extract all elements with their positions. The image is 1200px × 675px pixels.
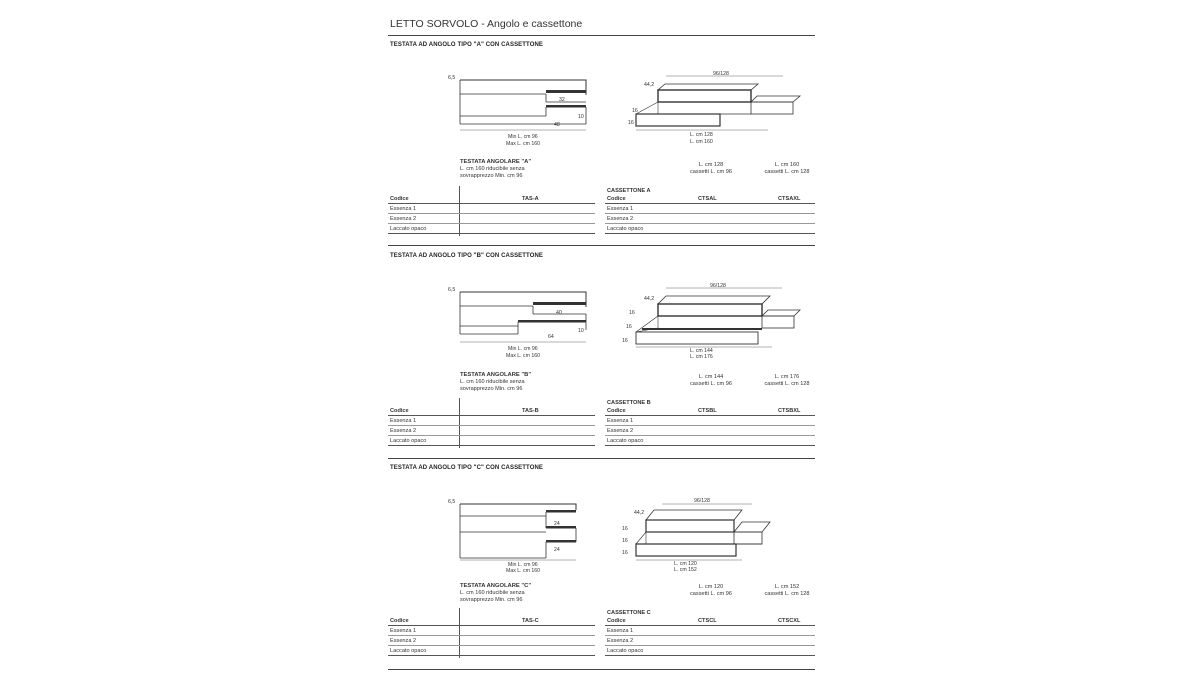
caption-title: TESTATA ANGOLARE "C" <box>460 583 532 589</box>
caption-line: L. cm 160 riducibile senza <box>460 166 525 172</box>
row-label: Laccato opaco <box>390 438 427 444</box>
dim-label: 44,2 <box>644 296 655 302</box>
dim-label: 16 <box>629 310 635 316</box>
code-tables <box>388 186 815 236</box>
row-label: Laccato opaco <box>607 438 644 444</box>
dim-label: 16 <box>622 550 628 556</box>
cassettone-size-2 <box>752 374 822 388</box>
dim-label: 48 <box>554 122 560 128</box>
row-label: Laccato opaco <box>607 226 644 232</box>
section-heading: TESTATA AD ANGOLO TIPO "C" CON CASSETTONE <box>390 465 544 471</box>
dim-label: 96/128 <box>710 283 726 289</box>
headboard-caption <box>460 583 531 604</box>
row-label: Essenza 1 <box>607 628 634 634</box>
row-label: Essenza 2 <box>607 638 634 644</box>
caption-line: sovrapprezzo Min. cm 96 <box>460 597 523 603</box>
size-line: cassetti L. cm 128 <box>764 381 810 387</box>
headboard-c-drawing <box>448 496 588 576</box>
dim-label: L. cm 160 <box>690 139 713 145</box>
row-label: Laccato opaco <box>390 648 427 654</box>
headboard-caption <box>460 159 531 180</box>
dim-label: 10 <box>578 114 584 120</box>
section-rule <box>388 245 815 246</box>
caption-line: sovrapprezzo Min. cm 96 <box>460 386 523 392</box>
size-line: L. cm 120 <box>698 584 724 590</box>
cassettone-label: CASSETTONE B <box>607 400 651 406</box>
table-header: Codice <box>607 618 626 624</box>
row-label: Essenza 1 <box>390 628 417 634</box>
dim-label: Max L. cm 160 <box>506 141 541 147</box>
size-line: L. cm 152 <box>774 584 800 590</box>
product-code: CTSAL <box>698 196 717 202</box>
section-rule <box>388 458 815 459</box>
table-header: Codice <box>390 196 409 202</box>
cassettone-b-drawing <box>622 280 808 364</box>
product-code: TAS-C <box>522 618 539 624</box>
dim-label: 16 <box>626 324 632 330</box>
page-title: LETTO SORVOLO - Angolo e cassettone <box>390 18 583 30</box>
table-header: Codice <box>607 196 626 202</box>
product-code: TAS-B <box>522 408 539 414</box>
product-code: CTSCXL <box>778 618 801 624</box>
cassettone-label: CASSETTONE A <box>607 188 651 194</box>
dim-label: Max L. cm 160 <box>506 568 541 574</box>
dim-label: 16 <box>622 538 628 544</box>
code-tables <box>388 608 815 658</box>
size-line: L. cm 176 <box>774 374 800 380</box>
dim-label: L. cm 176 <box>690 354 713 360</box>
dim-label: 44,2 <box>634 510 645 516</box>
size-line: cassetti L. cm 96 <box>690 591 732 597</box>
dim-label: 64 <box>548 334 554 340</box>
dim-label: 40 <box>556 310 562 316</box>
size-line: cassetti L. cm 96 <box>690 169 732 175</box>
dim-label: Min L. cm 96 <box>508 346 538 352</box>
row-label: Essenza 2 <box>390 638 417 644</box>
cassettone-size-1 <box>676 162 746 176</box>
dim-label: 24 <box>554 547 560 553</box>
cassettone-size-2 <box>752 162 822 176</box>
headboard-caption <box>460 372 531 393</box>
table-header: Codice <box>607 408 626 414</box>
code-tables <box>388 398 815 448</box>
dim-label: 16 <box>628 120 634 126</box>
product-code: CTSBL <box>698 408 717 414</box>
row-label: Essenza 1 <box>607 206 634 212</box>
dim-label: 16 <box>622 338 628 344</box>
cassettone-c-drawing <box>622 492 792 576</box>
dim-label: 16 <box>632 108 638 114</box>
row-label: Essenza 1 <box>390 418 417 424</box>
dim-label: L. cm 120 <box>674 561 697 567</box>
row-label: Essenza 2 <box>607 216 634 222</box>
size-line: cassetti L. cm 128 <box>764 169 810 175</box>
caption-title: TESTATA ANGOLARE "B" <box>460 372 532 378</box>
row-label: Laccato opaco <box>607 648 644 654</box>
table-header: Codice <box>390 618 409 624</box>
product-code: TAS-A <box>522 196 539 202</box>
caption-title: TESTATA ANGOLARE "A" <box>460 159 532 165</box>
dim-label: 96/128 <box>694 498 710 504</box>
table-header: Codice <box>390 408 409 414</box>
dim-label: 32 <box>559 97 565 103</box>
dim-label: 16 <box>622 526 628 532</box>
dim-label: 10 <box>578 328 584 334</box>
row-label: Essenza 2 <box>390 216 417 222</box>
cassettone-size-2 <box>752 584 822 598</box>
dim-label: Min L. cm 96 <box>508 562 538 568</box>
row-label: Essenza 2 <box>607 428 634 434</box>
row-label: Laccato opaco <box>390 226 427 232</box>
dim-label: Min L. cm 96 <box>508 134 538 140</box>
caption-line: L. cm 160 riducibile senza <box>460 379 525 385</box>
cassettone-size-1 <box>676 584 746 598</box>
cassettone-label: CASSETTONE C <box>607 610 651 616</box>
dim-label: 96/128 <box>713 71 729 77</box>
size-line: cassetti L. cm 96 <box>690 381 732 387</box>
row-label: Essenza 1 <box>390 206 417 212</box>
caption-line: sovrapprezzo Min. cm 96 <box>460 173 523 179</box>
section-heading: TESTATA AD ANGOLO TIPO "B" CON CASSETTONE <box>390 253 544 259</box>
section-heading: TESTATA AD ANGOLO TIPO "A" CON CASSETTONE <box>390 42 544 48</box>
size-line: cassetti L. cm 128 <box>764 591 810 597</box>
product-code: CTSAXL <box>778 196 801 202</box>
dim-label: 6,5 <box>448 75 456 81</box>
dim-label: 6,5 <box>448 499 456 505</box>
headboard-a-drawing <box>448 72 588 152</box>
dim-label: 24 <box>554 521 560 527</box>
dim-label: L. cm 144 <box>690 348 713 354</box>
dim-label: Max L. cm 160 <box>506 353 541 359</box>
caption-line: L. cm 160 riducibile senza <box>460 590 525 596</box>
row-label: Essenza 1 <box>607 418 634 424</box>
dim-label: L. cm 128 <box>690 132 713 138</box>
catalog-sheet <box>388 0 815 675</box>
bottom-rule <box>388 669 815 670</box>
dim-label: 6,5 <box>448 287 456 293</box>
cassettone-size-1 <box>676 374 746 388</box>
product-code: CTSCL <box>698 618 717 624</box>
title-rule <box>388 35 815 36</box>
size-line: L. cm 160 <box>774 162 800 168</box>
headboard-b-drawing <box>448 284 588 364</box>
row-label: Essenza 2 <box>390 428 417 434</box>
dim-label: 44,2 <box>644 82 655 88</box>
dim-label: L. cm 152 <box>674 567 697 573</box>
product-code: CTSBXL <box>778 408 801 414</box>
size-line: L. cm 128 <box>698 162 724 168</box>
size-line: L. cm 144 <box>698 374 724 380</box>
cassettone-a-drawing <box>628 68 808 152</box>
